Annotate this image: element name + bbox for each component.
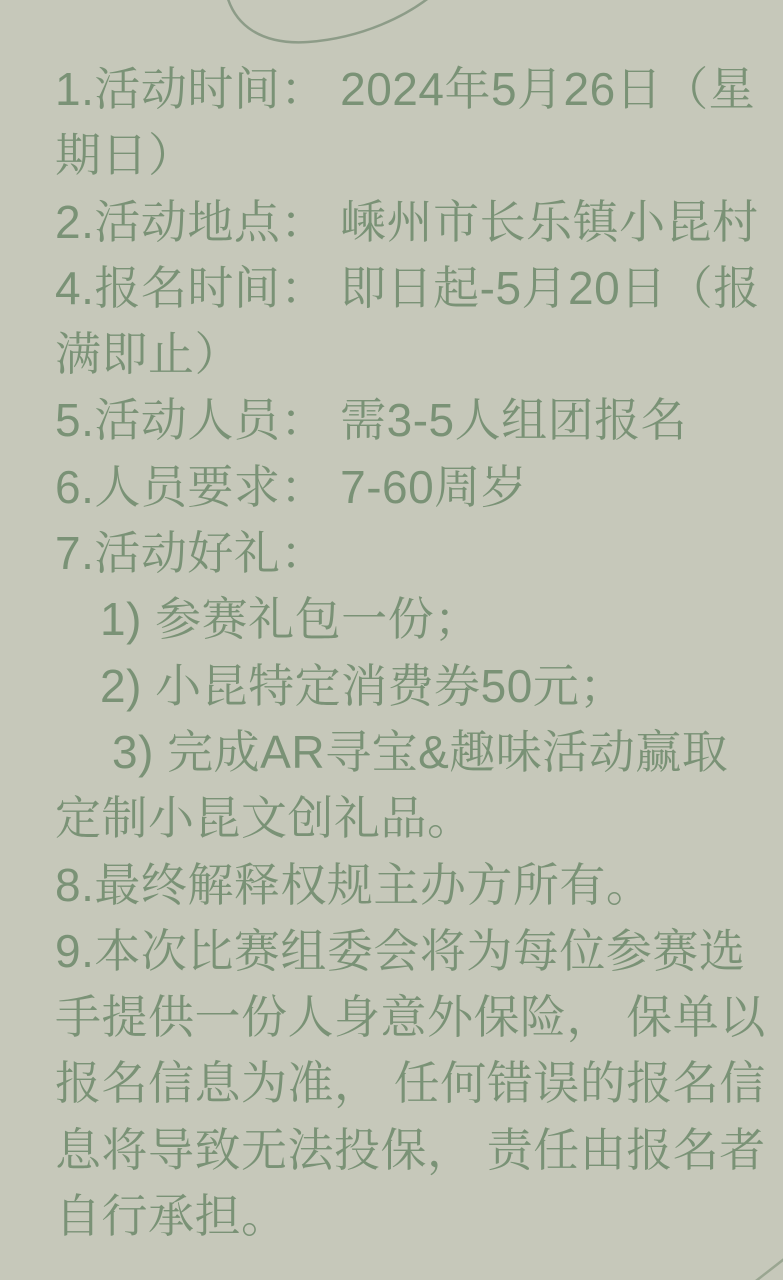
notice-line: 8.最终解释权规主办方所有。 [55, 858, 653, 911]
notice-line: 期日） [55, 129, 195, 182]
notice-line: 手提供一份人身意外保险， 保单以 [55, 991, 766, 1044]
notice-line: 6.人员要求： 7-60周岁 [55, 460, 528, 513]
notice-line: 2.活动地点： 嵊州市长乐镇小昆村 [55, 195, 759, 248]
notice-line: 息将导致无法投保， 责任由报名者 [55, 1123, 766, 1176]
notice-line: 5.活动人员： 需3-5人组团报名 [55, 394, 688, 447]
notice-line: 3) 完成AR寻宝&趣味活动赢取 [112, 725, 729, 778]
notice-line: 1.活动时间： 2024年5月26日（星 [55, 63, 756, 115]
notice-line: 2) 小昆特定消费券50元； [100, 659, 626, 712]
notice-line: 1) 参赛礼包一份； [100, 593, 481, 646]
notice-line: 9.本次比赛组委会将为每位参赛选 [55, 924, 746, 977]
notice-line: 4.报名时间： 即日起-5月20日（报 [55, 261, 760, 314]
notice-line: 报名信息为准， 任何错误的报名信 [55, 1057, 766, 1110]
notice-line: 满即止） [55, 328, 241, 381]
notice-line: 定制小昆文创礼品。 [55, 792, 474, 845]
notice-line: 自行承担。 [55, 1190, 288, 1243]
notice-line: 7.活动好礼： [55, 527, 327, 580]
